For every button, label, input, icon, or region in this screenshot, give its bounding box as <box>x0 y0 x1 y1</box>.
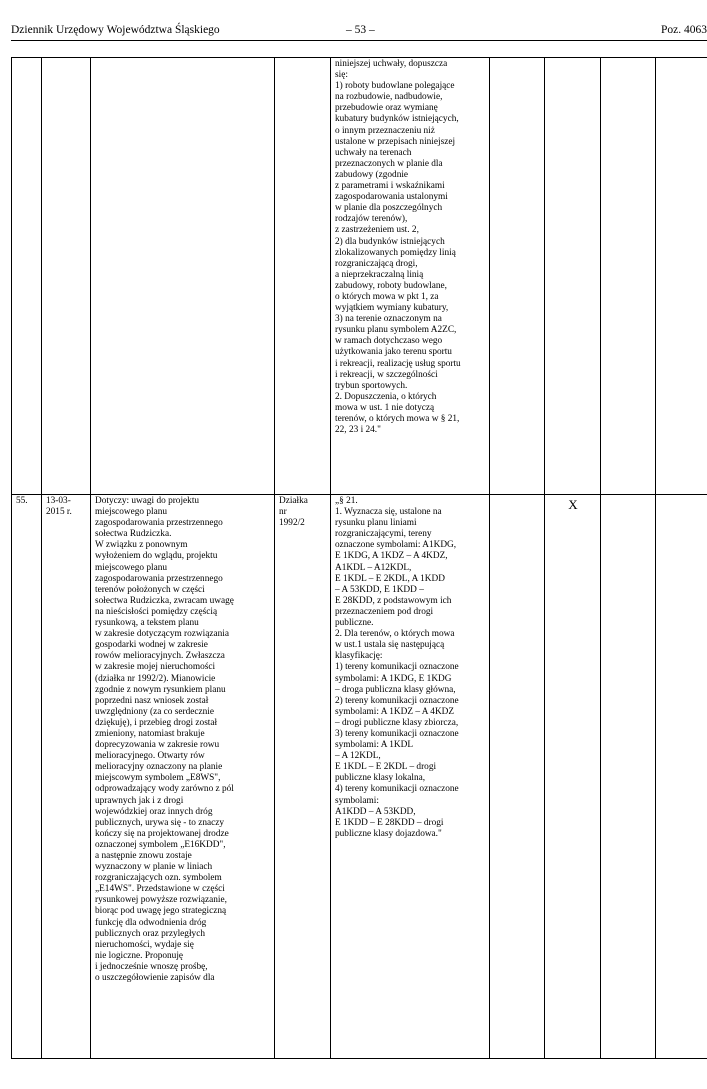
cell-mayor-rejected <box>545 58 601 495</box>
text-line: poprzedni nasz wniosek został <box>95 695 209 706</box>
page-header <box>11 22 707 38</box>
text-line: przebudowie oraz wymianę <box>335 103 438 114</box>
text-line: 22, 23 i 24." <box>335 425 381 436</box>
cell-plan-content <box>331 58 490 495</box>
cell-council-accepted <box>601 58 656 495</box>
text-line: symbolami: A 1KDG, E 1KDG <box>335 673 452 684</box>
cell-comment <box>91 495 275 1059</box>
text-line: rysunku planu liniami <box>335 518 417 529</box>
text-line: przeznaczeniem pod drogi <box>335 606 434 617</box>
text-line: wyłożeniem do wglądu, projektu <box>95 551 218 562</box>
text-line: rysunkowej powyższe rozwiązanie, <box>95 895 227 906</box>
date-line: 2015 r. <box>46 507 72 518</box>
text-line: z parametrami i wskaźnikami <box>335 181 445 192</box>
parcel-line: Działka <box>279 496 308 506</box>
text-line: nie logiczne. Proponuję <box>95 950 184 961</box>
text-line: rowów melioracyjnych. Zwłaszcza <box>95 651 225 662</box>
cell-council-accepted <box>601 495 656 1059</box>
text-line: rodzajów terenów), <box>335 214 408 225</box>
text-line: E 28KDD, z podstawowym ich <box>335 595 452 606</box>
text-line: uprawnych jak i z drogi <box>95 795 184 806</box>
cell-council-rejected <box>656 58 707 495</box>
text-line: rysunku planu symbolem A2ZC, <box>335 325 457 336</box>
text-line: zmieniony, natomiast brakuje <box>95 728 205 739</box>
rejected-mark: X <box>568 497 578 512</box>
text-line: symbolami: A 1KDL <box>335 740 413 751</box>
text-line: się: <box>335 70 348 81</box>
text-line: publiczne klasy lokalna, <box>335 773 426 784</box>
text-line: 3) tereny komunikacji oznaczone <box>335 728 459 739</box>
text-line: 1. Wyznacza się, ustalone na <box>335 507 442 518</box>
cell-number <box>12 58 42 495</box>
text-line: zlokalizowanych pomiędzy linią <box>335 247 456 258</box>
text-line: o uszczegółowienie zapisów dla <box>95 973 215 984</box>
text-line: 2) tereny komunikacji oznaczone <box>335 695 459 706</box>
text-line: klasyfikację: <box>335 651 383 662</box>
text-line: kubatury budynków istniejących, <box>335 114 459 125</box>
text-line: publiczne klasy dojazdowa." <box>335 828 442 839</box>
text-line: funkcję dla odwodnienia dróg <box>95 917 207 928</box>
text-line: biorąc pod uwagę jego strategiczną <box>95 906 227 917</box>
text-line: symbolami: A 1KDZ – A 4KDZ <box>335 706 455 717</box>
text-line: – drogi publiczne klasy zbiorcza, <box>335 717 459 728</box>
text-line: na rozbudowie, nadbudowie, <box>335 92 443 103</box>
text-line: miejscowego planu <box>95 507 168 518</box>
text-line: sołectwa Rudziczka, zwracam uwagę <box>95 595 234 606</box>
table-row-continuation <box>12 58 707 495</box>
text-line: 2. Dla terenów, o których mowa <box>335 629 455 640</box>
text-line: zagospodarowania ustalonymi <box>335 192 448 203</box>
text-line: terenów, o których mowa w § 21, <box>335 414 460 424</box>
text-line: miejscowym symbolem „E8WS", <box>95 773 221 784</box>
text-line: zabudowy, roboty budowlane, <box>335 280 447 291</box>
page-number: – 53 – <box>346 24 375 36</box>
text-line: oznaczonej symbolem „E16KDD", <box>95 839 226 850</box>
cell-date <box>42 58 91 495</box>
text-line: nieruchomości, wydaje się <box>95 939 194 950</box>
text-line: melioracyjny oznaczony na planie <box>95 762 223 773</box>
text-line: „§ 21. <box>335 496 358 506</box>
cell-parcel <box>275 495 331 1059</box>
text-line: A1KDD – A 53KDD, <box>335 806 416 817</box>
text-line: wyjątkiem wymiany kubatury, <box>335 303 449 314</box>
text-line: zabudowy (zgodnie <box>335 169 409 180</box>
text-line: przeznaczonych w planie dla <box>335 158 443 169</box>
text-line: E 1KDL – E 2KDL – drogi <box>335 762 437 773</box>
text-line: publicznych, urywa się - to znaczy <box>95 817 225 828</box>
text-line: wojewódzkiej oraz innych dróg <box>95 806 213 817</box>
text-line: rysunkową, a tekstem planu <box>95 618 199 629</box>
text-line: w zakresie dotyczącym rozwiązania <box>95 629 229 640</box>
text-line: dziękuję), i przebieg drogi został <box>95 717 218 728</box>
text-line: sołectwa Rudziczka. <box>95 529 172 540</box>
cell-comment <box>91 58 275 495</box>
text-line: i rekreacji, realizację usług sportu <box>335 358 461 369</box>
text-line: doprecyzowania w zakresie rowu <box>95 740 220 751</box>
row-number: 55. <box>16 496 28 506</box>
text-line: o innym przeznaczeniu niż <box>335 125 435 136</box>
date-line: 13-03- <box>46 496 71 506</box>
cell-number <box>12 495 42 1059</box>
text-line: ustalone w przepisach niniejszej <box>335 136 456 147</box>
text-line: „E14WS". Przedstawione w części <box>95 884 225 895</box>
comments-table <box>11 57 707 1059</box>
parcel-line: 1992/2 <box>279 518 305 529</box>
text-line: 2) dla budynków istniejących <box>335 236 445 247</box>
text-line: a następnie znowu zostaje <box>95 851 192 861</box>
text-line: w zakresie mojej nieruchomości <box>95 662 216 673</box>
text-line: rozgraniczającymi, tereny <box>335 529 432 540</box>
text-line: melioracyjnego. Otwarty rów <box>95 751 205 762</box>
text-line: niniejszej uchwały, dopuszcza <box>335 59 448 69</box>
parcel-line: nr <box>279 507 287 518</box>
text-line: 4) tereny komunikacji oznaczone <box>335 784 459 795</box>
text-line: o których mowa w pkt 1, za <box>335 291 439 302</box>
text-line: 3) na terenie oznaczonym na <box>335 314 442 325</box>
text-line: w planie dla poszczególnych <box>335 203 443 214</box>
cell-parcel <box>275 58 331 495</box>
text-line: rozgraniczającą drogi, <box>335 258 418 269</box>
text-line: E 1KDG, A 1KDZ – A 4KDZ, <box>335 551 448 562</box>
text-line: zgodnie z nowym rysunkiem planu <box>95 684 226 695</box>
cell-mayor-rejected <box>545 495 601 1059</box>
cell-mayor-accepted <box>490 58 545 495</box>
text-line: W związku z ponownym <box>95 540 188 551</box>
text-line: kończy się na projektowanej drodze <box>95 828 229 839</box>
text-line: miejscowego planu <box>95 562 168 573</box>
text-line: E 1KDD – E 28KDD – drogi <box>335 817 444 828</box>
text-line: oznaczone symbolami: A1KDG, <box>335 540 457 551</box>
text-line: 2. Dopuszczenia, o których <box>335 391 437 402</box>
text-line: – A 12KDL, <box>335 751 381 762</box>
text-line: 1) tereny komunikacji oznaczone <box>335 662 459 673</box>
text-line: zagospodarowania przestrzennego <box>95 518 223 529</box>
text-line: odprowadzający wody zarówno z pól <box>95 784 234 795</box>
text-line: w ust.1 ustala się następującą <box>335 640 445 651</box>
journal-title: Dziennik Urzędowy Województwa Śląskiego <box>11 24 220 36</box>
text-line: mowa w ust. 1 nie dotyczą <box>335 402 435 413</box>
text-line: A1KDL – A12KDL, <box>335 562 412 573</box>
text-line: – droga publiczna klasy główna, <box>335 684 456 695</box>
text-line: rozgraniczających ozn. symbolem <box>95 873 222 884</box>
text-line: E 1KDL – E 2KDL, A 1KDD <box>335 573 445 584</box>
text-line: w ramach dotychczaso wego <box>335 336 443 347</box>
text-line: i jednocześnie wnoszę prośbę, <box>95 961 208 972</box>
text-line: na nieścisłości pomiędzy częścią <box>95 606 218 617</box>
text-line: publicznych oraz przyległych <box>95 928 205 939</box>
text-line: 1) roboty budowlane polegające <box>335 81 455 92</box>
text-line: z zastrzeżeniem ust. 2, <box>335 225 419 236</box>
cell-council-rejected <box>656 495 707 1059</box>
table-row-55 <box>12 495 707 1059</box>
text-line: – A 53KDD, E 1KDD – <box>335 584 424 595</box>
position-number: Poz. 4063 <box>661 24 707 36</box>
cell-date <box>42 495 91 1059</box>
header-rule <box>11 40 707 41</box>
cell-mayor-accepted <box>490 495 545 1059</box>
text-line: publiczne. <box>335 618 374 629</box>
text-line: (działka nr 1992/2). Mianowicie <box>95 673 216 684</box>
text-line: terenów położonych w części <box>95 584 205 595</box>
text-line: i rekreacji, w szczególności <box>335 369 438 380</box>
cell-plan-content <box>331 495 490 1059</box>
text-line: trybun sportowych. <box>335 380 408 391</box>
text-line: Dotyczy: uwagi do projektu <box>95 496 200 506</box>
text-line: wyznaczony w planie w liniach <box>95 862 213 873</box>
text-line: gospodarki wodnej w zakresie <box>95 640 208 651</box>
text-line: zagospodarowania przestrzennego <box>95 573 223 584</box>
text-line: użytkowania jako terenu sportu <box>335 347 452 358</box>
text-line: a nieprzekraczalną linią <box>335 269 424 280</box>
text-line: symbolami: <box>335 795 379 806</box>
text-line: uchwały na terenach <box>335 147 412 158</box>
text-line: uwzględniony (za co serdecznie <box>95 706 214 717</box>
